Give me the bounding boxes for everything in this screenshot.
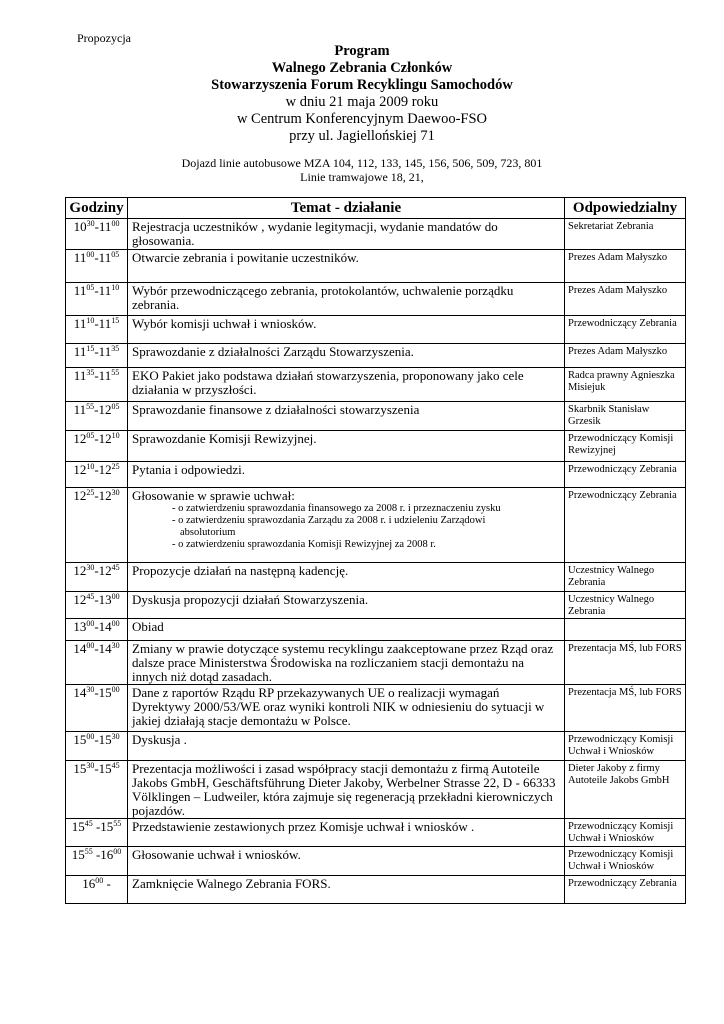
agenda-topic-cell — [128, 368, 565, 402]
agenda-responsible: Sekretariat Zebrania — [565, 219, 686, 250]
document-title — [0, 43, 724, 145]
time-end-minute: 00 — [111, 592, 120, 601]
time-separator: - — [92, 847, 101, 862]
agenda-time — [66, 592, 128, 619]
time-separator: - — [94, 732, 99, 747]
agenda-topic: Dane z raportów Rządu RP przekazywanych UE o realizacji wymagań Dyrektywy 2000/53/WE oraz wyniki kontroli NIK w odniesieniu do sytuacji w jakiej działają stacje demontażu w Polsce. — [132, 685, 545, 728]
agenda-time — [66, 619, 128, 641]
agenda-topic: Sprawozdanie finansowe z działalności stowarzyszenia — [132, 402, 420, 417]
agenda-topic-cell — [128, 462, 565, 488]
agenda-topic-cell — [128, 488, 565, 563]
agenda-topic: Prezentacja możliwości i zasad współpracy stacji demontażu z firmą Autoteile Jakobs GmbH, Geschäftsführung Dieter Jakoby, Werbelner Strasse 22, D - 66333 Völklingen – Ludweiler, która zajmuje się regeneracją przekładni kierowniczych pojazdów. — [132, 761, 556, 818]
agenda-row — [66, 283, 686, 316]
time-separator: - — [94, 402, 99, 417]
time-end-hour: 12 — [98, 402, 112, 417]
agenda-row — [66, 488, 686, 563]
resolution-item: - o zatwierdzeniu sprawozdania Komisji Rewizyjnej za 2008 r. — [172, 539, 436, 550]
agenda-topic: Wybór komisji uchwał i wniosków. — [132, 316, 317, 331]
agenda-time — [66, 368, 128, 402]
tram-lines: Linie tramwajowe 18, 21, — [300, 170, 424, 184]
agenda-responsible: Prezes Adam Małyszko — [565, 344, 686, 368]
agenda-topic: Przedstawienie zestawionych przez Komisje uchwał i wniosków . — [132, 819, 475, 834]
time-start-hour: 11 — [73, 316, 87, 331]
time-start-minute: 30 — [86, 761, 95, 770]
header-hours: Godziny — [66, 198, 128, 219]
agenda-topic-cell — [128, 619, 565, 641]
agenda-topic-cell — [128, 819, 565, 847]
time-end-minute: 45 — [111, 761, 120, 770]
time-end-minute: 10 — [111, 431, 120, 440]
time-start-minute: 05 — [86, 283, 95, 292]
time-end-hour: 14 — [98, 641, 112, 656]
agenda-row — [66, 402, 686, 431]
title-address: przy ul. Jagiellońskiej 71 — [289, 128, 435, 144]
time-end-hour: 12 — [98, 431, 112, 446]
agenda-responsible: Przewodniczący Komisji Uchwał i Wniosków — [565, 732, 686, 761]
time-end-hour: 11 — [98, 368, 112, 383]
time-start-hour: 12 — [73, 488, 87, 503]
agenda-row — [66, 732, 686, 761]
time-start-minute: 00 — [86, 732, 95, 741]
agenda-topic-cell — [128, 431, 565, 462]
agenda-responsible: Prezes Adam Małyszko — [565, 283, 686, 316]
time-start-hour: 10 — [73, 219, 87, 234]
time-start-minute: 45 — [84, 819, 93, 828]
time-start-minute: 55 — [84, 847, 93, 856]
time-end-hour: 16 — [100, 847, 114, 862]
time-separator: - — [94, 685, 99, 700]
time-start-minute: 30 — [86, 563, 95, 572]
agenda-topic: Dyskusja propozycji działań Stowarzyszenia. — [132, 592, 369, 607]
agenda-row — [66, 685, 686, 732]
time-start-hour: 12 — [73, 431, 87, 446]
title-line-2: Walnego Zebrania Członków — [271, 60, 453, 76]
time-start-minute: 10 — [86, 316, 95, 325]
agenda-topic: Propozycje działań na następną kadencję. — [132, 563, 349, 578]
time-start-minute: 05 — [86, 431, 95, 440]
time-end-minute: 05 — [111, 250, 120, 259]
time-end-hour: 11 — [98, 283, 112, 298]
agenda-topic: Sprawozdanie Komisji Rewizyjnej. — [132, 431, 317, 446]
agenda-topic: EKO Pakiet jako podstawa działań stowarzyszenia, proponowany jako cele działania w przyszłości. — [132, 368, 524, 397]
agenda-row — [66, 641, 686, 685]
agenda-topic: Rejestracja uczestników , wydanie legitymacji, wydanie mandatów do głosowania. — [132, 219, 498, 248]
time-end-hour: 15 — [100, 819, 114, 834]
time-start-hour: 15 — [73, 732, 87, 747]
agenda-time — [66, 219, 128, 250]
agenda-row — [66, 563, 686, 592]
agenda-topic-cell — [128, 250, 565, 283]
agenda-topic: Głosowanie w sprawie uchwał: — [132, 488, 295, 503]
time-start-hour: 12 — [73, 462, 87, 477]
agenda-topic-cell — [128, 316, 565, 344]
agenda-responsible: Przewodniczący Zebrania — [565, 462, 686, 488]
agenda-row — [66, 592, 686, 619]
agenda-topic: Otwarcie zebrania i powitanie uczestników. — [132, 250, 359, 265]
time-separator: - — [94, 761, 99, 776]
time-end-hour: 11 — [98, 316, 112, 331]
time-end-hour: 11 — [98, 219, 112, 234]
agenda-topic: Wybór przewodniczącego zebrania, protokolantów, uchwalenie porządku zebrania. — [132, 283, 514, 312]
time-start-hour: 12 — [73, 563, 87, 578]
agenda-row — [66, 250, 686, 283]
agenda-topic: Głosowanie uchwał i wniosków. — [132, 847, 301, 862]
time-start-hour: 16 — [82, 876, 96, 891]
time-end-minute: 30 — [111, 732, 120, 741]
agenda-responsible: Przewodniczący Komisji Rewizyjnej — [565, 431, 686, 462]
agenda-topic-cell — [128, 641, 565, 685]
time-end-hour: 11 — [98, 250, 112, 265]
agenda-responsible: Radca prawny Agnieszka Misiejuk — [565, 368, 686, 402]
agenda-row — [66, 847, 686, 876]
time-start-minute: 30 — [86, 685, 95, 694]
agenda-responsible: Przewodniczący Zebrania — [565, 876, 686, 904]
time-end-hour: 12 — [98, 488, 112, 503]
agenda-topic: Sprawozdanie z działalności Zarządu Stowarzyszenia. — [132, 344, 414, 359]
time-start-minute: 00 — [86, 619, 95, 628]
agenda-responsible: Przewodniczący Zebrania — [565, 316, 686, 344]
agenda-row — [66, 619, 686, 641]
header-note: Propozycja — [77, 31, 131, 45]
agenda-body — [66, 219, 686, 904]
title-date: w dniu 21 maja 2009 roku — [285, 94, 439, 110]
agenda-time — [66, 402, 128, 431]
agenda-time — [66, 488, 128, 563]
time-start-hour: 11 — [73, 283, 87, 298]
agenda-time — [66, 250, 128, 283]
agenda-topic-cell — [128, 344, 565, 368]
time-start-hour: 15 — [71, 819, 85, 834]
time-start-hour: 11 — [73, 250, 87, 265]
time-end-hour: 15 — [98, 732, 112, 747]
time-start-hour: 11 — [73, 344, 87, 359]
time-end-minute: 55 — [113, 819, 122, 828]
agenda-topic-cell — [128, 402, 565, 431]
header-responsible: Odpowiedzialny — [565, 198, 686, 219]
agenda-time — [66, 316, 128, 344]
agenda-row — [66, 219, 686, 250]
agenda-time — [66, 819, 128, 847]
transport-info — [0, 156, 724, 184]
agenda-responsible: Przewodniczący Komisji Uchwał i Wniosków — [565, 819, 686, 847]
time-separator: - — [94, 431, 99, 446]
time-end-minute: 45 — [111, 563, 120, 572]
agenda-row — [66, 761, 686, 819]
agenda-row — [66, 819, 686, 847]
agenda-row — [66, 344, 686, 368]
agenda-time — [66, 641, 128, 685]
agenda-time — [66, 563, 128, 592]
agenda-topic-cell — [128, 283, 565, 316]
time-end-minute: 05 — [111, 402, 120, 411]
agenda-responsible: Prezes Adam Małyszko — [565, 250, 686, 283]
agenda-row — [66, 876, 686, 904]
time-start-hour: 12 — [73, 592, 87, 607]
title-venue: w Centrum Konferencyjnym Daewoo-FSO — [236, 111, 488, 127]
time-separator: - — [94, 641, 99, 656]
agenda-row — [66, 316, 686, 344]
time-start-minute: 00 — [86, 250, 95, 259]
agenda-topic-cell — [128, 847, 565, 876]
time-end-minute: 00 — [111, 685, 120, 694]
time-separator: - — [94, 563, 99, 578]
agenda-responsible: Uczestnicy Walnego Zebrania — [565, 563, 686, 592]
agenda-header-row — [66, 198, 686, 219]
agenda-topic-cell — [128, 219, 565, 250]
title-line-1: Program — [334, 43, 390, 59]
time-end-minute: 00 — [111, 619, 120, 628]
agenda-time — [66, 685, 128, 732]
agenda-topic: Zmiany w prawie dotyczące systemu recyklingu zaakceptowane przez Rząd oraz dalsze prace Ministerstwa Środowiska na rozliczaniem stacji demontażu na innych niż dotąd zasadach. — [132, 641, 554, 684]
agenda-row — [66, 431, 686, 462]
title-line-3: Stowarzyszenia Forum Recyklingu Samochodów — [211, 77, 513, 93]
time-start-minute: 00 — [95, 876, 104, 885]
resolution-item: - o zatwierdzeniu sprawozdania finansowego za 2008 r. i przeznaczeniu zysku — [172, 503, 501, 514]
agenda-topic-cell — [128, 876, 565, 904]
time-start-hour: 14 — [73, 641, 87, 656]
agenda-time — [66, 761, 128, 819]
time-start-minute: 45 — [86, 592, 95, 601]
agenda-responsible: Dieter Jakoby z firmy Autoteile Jakobs GmbH — [565, 761, 686, 819]
time-start-hour: 14 — [73, 685, 87, 700]
time-start-minute: 25 — [86, 488, 95, 497]
time-separator: - — [94, 592, 99, 607]
time-end-hour: 12 — [98, 563, 112, 578]
time-start-minute: 35 — [86, 368, 95, 377]
agenda-responsible: Prezentacja MŚ, lub FORS — [565, 641, 686, 685]
time-end-minute: 30 — [111, 641, 120, 650]
time-separator: - — [94, 316, 99, 331]
time-separator: - — [94, 250, 99, 265]
time-end-hour: 14 — [98, 619, 112, 634]
bus-lines: Dojazd linie autobusowe MZA 104, 112, 133, 145, 156, 506, 509, 723, 801 — [181, 156, 543, 170]
time-start-minute: 30 — [86, 219, 95, 228]
time-separator: - — [94, 462, 99, 477]
time-separator: - — [94, 283, 99, 298]
time-end-hour: 15 — [98, 761, 112, 776]
time-start-minute: 10 — [86, 462, 95, 471]
agenda-responsible: Przewodniczący Komisji Uchwał i Wniosków — [565, 847, 686, 876]
time-end-hour: 11 — [98, 344, 112, 359]
agenda-row — [66, 462, 686, 488]
time-separator: - — [92, 819, 101, 834]
agenda-topic: Zamknięcie Walnego Zebrania FORS. — [132, 876, 331, 891]
time-separator: - — [94, 488, 99, 503]
agenda-time — [66, 283, 128, 316]
agenda-responsible — [565, 619, 686, 641]
resolution-item: - o zatwierdzeniu sprawozdania Zarządu za 2008 r. i udzieleniu Zarządowi — [172, 515, 486, 526]
agenda-time — [66, 876, 128, 904]
agenda-topic-cell — [128, 563, 565, 592]
time-separator: - — [94, 219, 99, 234]
time-start-minute: 15 — [86, 344, 95, 353]
time-separator: - — [94, 344, 99, 359]
time-start-minute: 55 — [86, 402, 95, 411]
agenda-table — [65, 197, 686, 904]
time-end-hour: 12 — [98, 462, 112, 477]
time-end-hour: 13 — [98, 592, 112, 607]
agenda-responsible: Prezentacja MŚ, lub FORS — [565, 685, 686, 732]
time-separator: - — [103, 876, 111, 891]
agenda-topic: Dyskusja . — [132, 732, 187, 747]
agenda-responsible: Przewodniczący Zebrania — [565, 488, 686, 563]
resolution-item-continuation: absolutorium — [180, 527, 236, 538]
time-start-hour: 15 — [71, 847, 85, 862]
agenda-topic-cell — [128, 732, 565, 761]
time-end-minute: 30 — [111, 488, 120, 497]
time-end-minute: 00 — [111, 219, 120, 228]
time-end-hour: 15 — [98, 685, 112, 700]
agenda-topic-cell — [128, 685, 565, 732]
agenda-topic: Obiad — [132, 619, 164, 634]
time-start-minute: 00 — [86, 641, 95, 650]
agenda-row — [66, 368, 686, 402]
time-end-minute: 35 — [111, 344, 120, 353]
agenda-responsible: Skarbnik Stanisław Grzesik — [565, 402, 686, 431]
agenda-topic: Pytania i odpowiedzi. — [132, 462, 246, 477]
time-start-hour: 15 — [73, 761, 87, 776]
time-end-minute: 25 — [111, 462, 120, 471]
agenda-time — [66, 431, 128, 462]
agenda-time — [66, 344, 128, 368]
agenda-topic-cell — [128, 592, 565, 619]
time-end-minute: 55 — [111, 368, 120, 377]
time-start-hour: 13 — [73, 619, 87, 634]
agenda-time — [66, 847, 128, 876]
time-end-minute: 10 — [111, 283, 120, 292]
time-start-hour: 11 — [73, 402, 87, 417]
time-start-hour: 11 — [73, 368, 87, 383]
agenda-time — [66, 462, 128, 488]
time-end-minute: 15 — [111, 316, 120, 325]
time-separator: - — [94, 368, 99, 383]
agenda-time — [66, 732, 128, 761]
agenda-responsible: Uczestnicy Walnego Zebrania — [565, 592, 686, 619]
time-separator: - — [94, 619, 99, 634]
header-topic: Temat - działanie — [128, 198, 565, 219]
agenda-topic-cell — [128, 761, 565, 819]
time-end-minute: 00 — [113, 847, 122, 856]
